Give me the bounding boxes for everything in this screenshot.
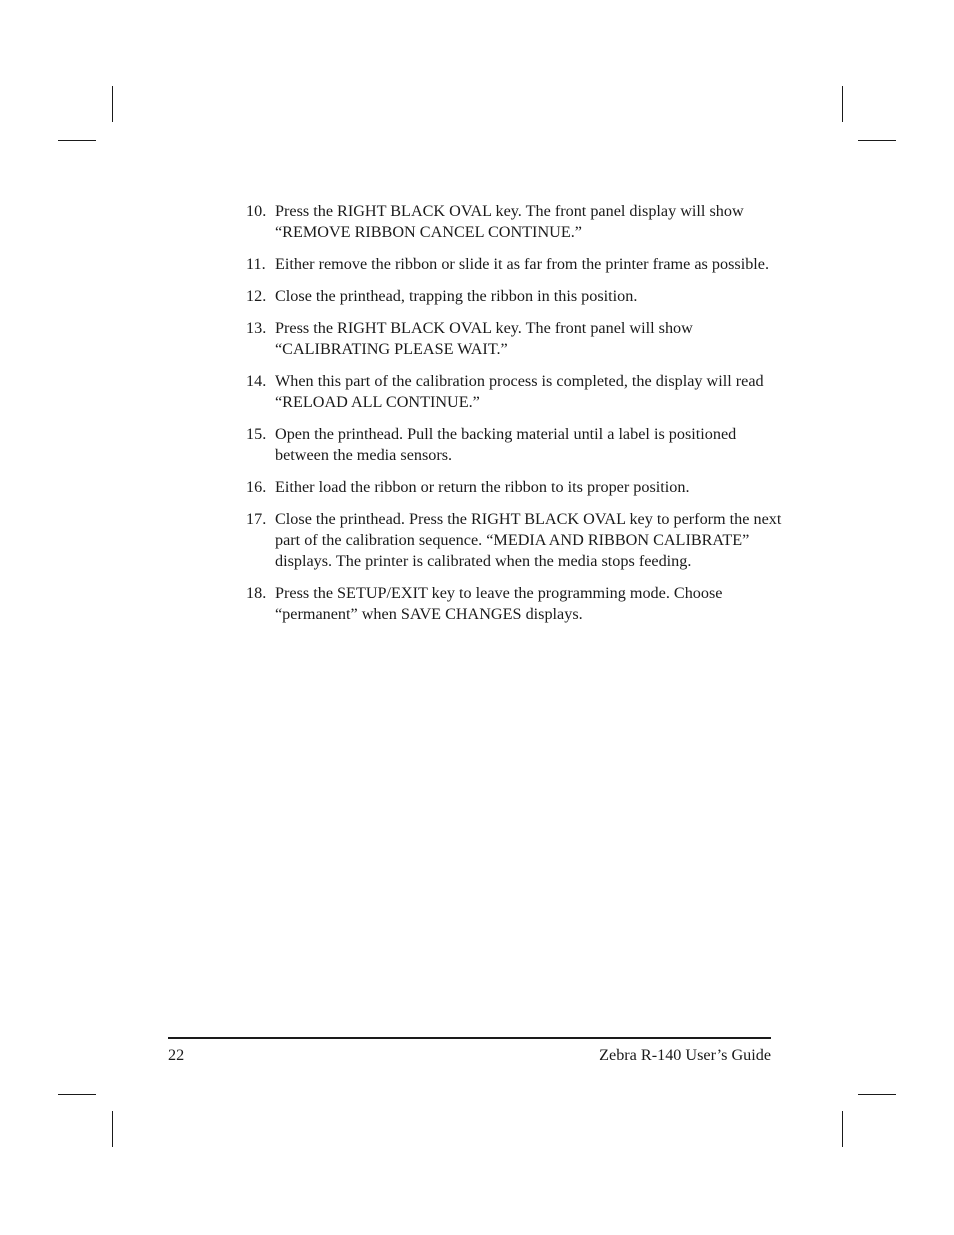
step-item [246,477,786,498]
step-number: 16. [246,478,267,496]
step-text: Press the RIGHT BLACK OVAL key. The front panel display will show “REMOVE RIBBON CANCEL CONTINUE.” [275,202,744,241]
step-text: Press the SETUP/EXIT key to leave the programming mode. Choose “permanent” when SAVE CHANGES displays. [275,584,723,623]
crop-mark-bottom-left-horizontal [58,1094,96,1095]
footer-divider [168,1037,771,1039]
step-number: 15. [246,425,267,443]
guide-title: Zebra R-140 User’s Guide [599,1046,771,1064]
step-number: 12. [246,287,267,305]
step-text: When this part of the calibration process is completed, the display will read “RELOAD ALL CONTINUE.” [275,372,764,411]
step-text: Close the printhead, trapping the ribbon in this position. [275,287,638,305]
crop-mark-top-left-vertical [112,86,113,122]
crop-mark-bottom-right-vertical [842,1111,843,1147]
step-item [246,286,786,307]
step-number: 13. [246,319,267,337]
crop-mark-top-right-vertical [842,86,843,122]
step-item [246,254,786,275]
crop-mark-bottom-right-horizontal [858,1094,896,1095]
crop-mark-top-left-horizontal [58,140,96,141]
calibration-steps-list [246,201,786,636]
step-text: Press the RIGHT BLACK OVAL key. The front panel will show “CALIBRATING PLEASE WAIT.” [275,319,693,358]
step-item [246,583,786,625]
step-item [246,201,786,243]
step-item [246,371,786,413]
step-text: Either remove the ribbon or slide it as far from the printer frame as possible. [275,255,770,273]
step-number: 17. [246,510,267,528]
step-number: 14. [246,372,267,390]
step-text: Open the printhead. Pull the backing material until a label is positioned between the media sensors. [275,425,737,464]
crop-mark-top-right-horizontal [858,140,896,141]
step-text: Close the printhead. Press the RIGHT BLACK OVAL key to perform the next part of the calibration sequence. “MEDIA AND RIBBON CALIBRATE” displays. The printer is calibrated when the media stops feeding. [275,510,782,570]
step-text: Either load the ribbon or return the ribbon to its proper position. [275,478,690,496]
crop-mark-bottom-left-vertical [112,1111,113,1147]
step-item [246,424,786,466]
step-number: 11. [246,255,266,273]
step-number: 18. [246,584,267,602]
step-item [246,509,786,572]
page-number: 22 [168,1046,185,1064]
step-item [246,318,786,360]
step-number: 10. [246,202,267,220]
